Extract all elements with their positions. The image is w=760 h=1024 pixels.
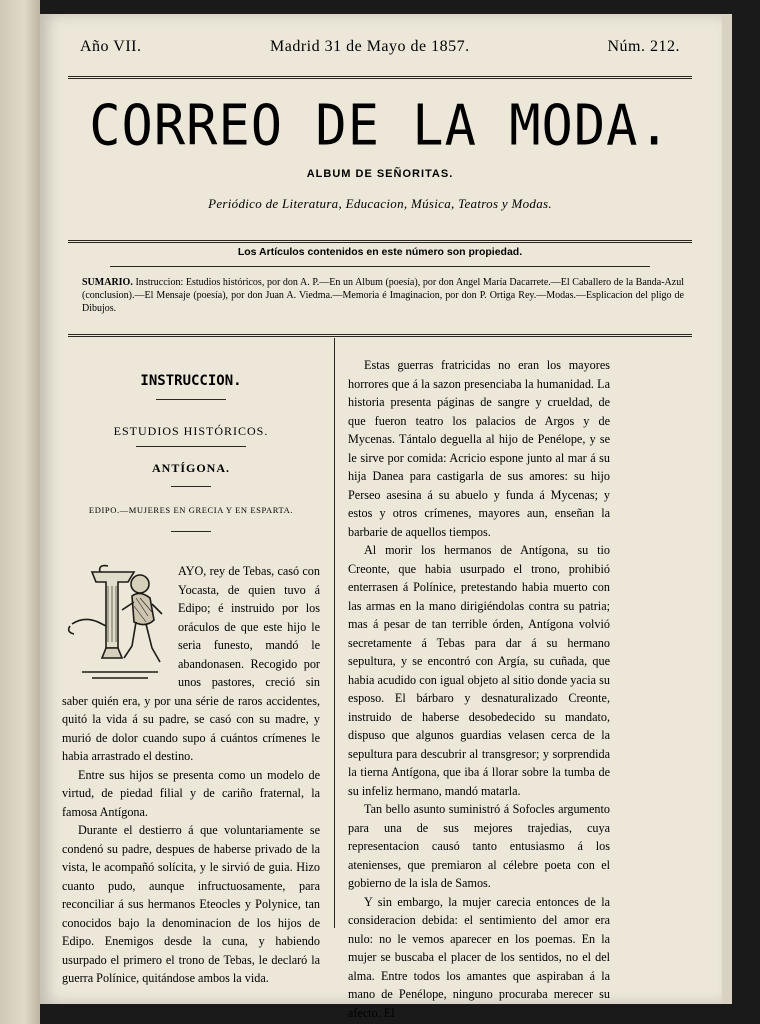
header-rule bbox=[68, 76, 692, 79]
paragraph: Tan bello asunto suministró á Sofocles argumento para una de sus mejores trajedias, cuya representacion causó tanto entusiasmo á los atenienses, que premiaron al célebre poeta con el gobierno de la isla de Samos. bbox=[348, 802, 610, 890]
section-subtitle: ESTUDIOS HISTÓRICOS. bbox=[113, 423, 269, 438]
issue-header bbox=[70, 38, 690, 60]
page-stack-edge bbox=[722, 14, 732, 1004]
section-rule bbox=[156, 399, 226, 400]
paragraph: Durante el destierro á que voluntariamente se condenó su padre, despues de haberse privado de la vista, le acompañó solícita, y le sirvió de guia. Hizo cuanto pudo, aunque infructuosamente, para reconciliar á sus hermanos Eteocles y Polynice, tan conocidos bajo la denominacion de los hijos de Edipo. Enemigos desde la cuna, y habiendo usurpado el primero el trono de Tebas, le declaró la guerra Polínice, quitándose ambos la vida. bbox=[62, 823, 320, 985]
masthead-rule bbox=[68, 240, 692, 243]
ornamental-letter-illustration bbox=[62, 562, 172, 686]
epigraph-rule bbox=[171, 531, 211, 532]
issue-date: Madrid 31 de Mayo de 1857. bbox=[270, 38, 470, 55]
article-body-left bbox=[62, 562, 320, 988]
property-notice: Los Artículos contenidos en este número son propiedad. bbox=[237, 246, 523, 258]
masthead-title: CORREO DE LA MODA. bbox=[89, 93, 671, 159]
paragraph: Y sin embargo, la mujer carecia entonces de la consideracion debida: el sentimiento del amor era nulo: no le vemos aparecer en los poemas. En la mujer se buscaba el placer de los sentidos, no el del alma. Entre todos los amantes que aspiraban á la mano de Penélope, ninguno procuraba merecer su afecto. El bbox=[348, 894, 610, 1020]
left-column bbox=[62, 340, 320, 988]
column-divider bbox=[334, 338, 335, 928]
paragraph: Entre sus hijos se presenta como un modelo de virtud, de piedad filial y de cariño fraternal, la famosa Antígona. bbox=[62, 767, 320, 819]
paragraph: Al morir los hermanos de Antígona, su tio Creonte, que habia usurpado el trono, prohibió enterrasen á Polínice, pretestando habia muerto con las armas en la mano dirigiéndolas contra su patria; mas á pesar de tan terrible órden, Antígona volvió secretamente á Tebas para dar á su hermano sepultura, y se encontró con Argía, su cuñada, que habia acudido con igual objeto al sitio donde yacia su esposo. El bárbaro y desnaturalizado Creonte, instruido de haberse desobedecido su mandato, dispuso que algunos guardias velasen cerca de la sepultura para descubrir al transgresor; y sorprendida la tierna Antígona, que iba á llorar sobre la tumba de su infeliz hermano, mandó matarla. bbox=[348, 543, 610, 798]
subsection-rule bbox=[136, 446, 246, 447]
summary-label: SUMARIO. bbox=[82, 277, 133, 288]
summary-text: Instruccion: Estudios históricos, por don A. P.—En un Album (poesía), por don Angel María Dacarrete.—El Caballero de la Banda-Azul (conclusion).—El Mensaje (poesía), por don Juan A. Viedma.—Memoria é Imaginacion, por don P. Ortiga Rey.—Modas.—Esplicacion del pligo de Dibujos. bbox=[82, 277, 684, 314]
issue-number: Núm. 212. bbox=[607, 38, 680, 55]
section-title: INSTRUCCION. bbox=[140, 373, 242, 389]
masthead-tagline: Periódico de Literatura, Educacion, Música, Teatros y Modas. bbox=[208, 196, 552, 211]
issue-year: Año VII. bbox=[80, 38, 142, 55]
article-epigraph: EDIPO.—MUJERES EN GRECIA Y EN ESPARTA. bbox=[88, 504, 294, 515]
summary-block bbox=[82, 276, 684, 315]
name-rule bbox=[171, 486, 211, 487]
notice-rule bbox=[110, 266, 650, 267]
right-column bbox=[348, 356, 610, 1022]
masthead-subtitle: ALBUM DE SEÑORITAS. bbox=[306, 168, 454, 180]
paragraph: Estas guerras fratricidas no eran los mayores horrores que á la sazon presenciaba la humanidad. La historia presenta páginas de sangre y crueldad, de que fueron teatro los palacios de Argos y de Mycenas. Tántalo deguella al hijo de Penélope, y se le sirve por comida: Acricio espone junto al mar á su hija Danea para castigarla de sus amores: su hijo Perseo asesina á su abuelo y funda á Mycenas; y estos y otros crímenes, mayores aun, enseñan la barbarie de aquellos tiempos. bbox=[348, 358, 610, 539]
paragraph: AYO, rey de Tebas, casó con Yocasta, de quien tuvo á Edipo; é instruido por los oráculos de que este hijo le seria funesto, mandó le abandonasen. Recogido por unos pastores, creció sin saber quién era, y por una série de raros accidentes, quitó la vida á su padre, se casó con su madre, y murió de dolor cuando supo á cuántos crímenes le habia arrastrado el destino. bbox=[62, 564, 320, 763]
summary-rule bbox=[68, 334, 692, 337]
article-name: ANTÍGONA. bbox=[151, 461, 230, 475]
